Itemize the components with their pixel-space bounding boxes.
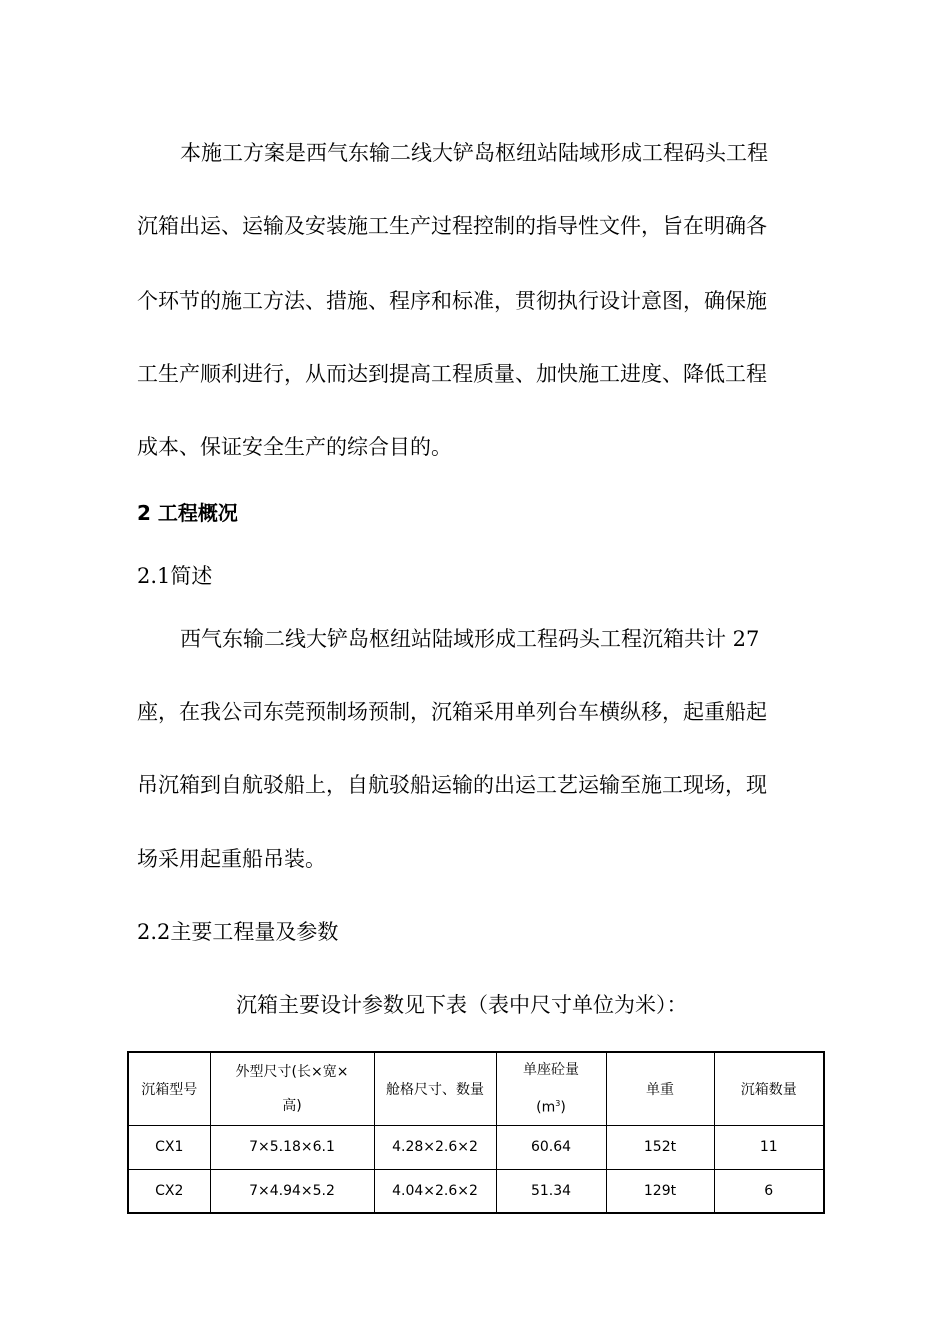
header-dimensions [210,1052,374,1125]
header-cell-size: 舱格尺寸、数量 [374,1052,496,1125]
cell-type: CX2 [128,1169,210,1213]
section-2-1-heading: 2.1简述 [137,564,213,588]
paragraph2-line: 座，在我公司东莞预制场预制，沉箱采用单列台车横纵移，起重船起 [137,700,767,724]
header-count: 沉箱数量 [714,1052,824,1125]
cell-count: 6 [714,1169,824,1213]
header-weight: 单重 [606,1052,714,1125]
volume-unit-open: (m [536,1099,556,1116]
volume-unit-close: ) [560,1099,566,1116]
paragraph1-line: 工生产顺利进行，从而达到提高工程质量、加快施工进度、降低工程 [137,362,767,386]
table-row [128,1125,824,1169]
header-volume-line1: 单座砼量 [523,1062,579,1078]
cell-weight: 152t [606,1125,714,1169]
cell-cell-size: 4.28×2.6×2 [374,1125,496,1169]
cell-volume: 60.64 [496,1125,606,1169]
cell-dimensions: 7×5.18×6.1 [210,1125,374,1169]
paragraph1-line: 沉箱出运、运输及安装施工生产过程控制的指导性文件，旨在明确各 [137,214,767,238]
paragraph1-line: 个环节的施工方法、措施、程序和标准，贯彻执行设计意图，确保施 [137,289,767,313]
cell-count: 11 [714,1125,824,1169]
header-dimensions-line1: 外型尺寸(长×宽× [235,1063,349,1080]
table-header-row [128,1052,824,1125]
header-volume-unit [497,1087,606,1125]
volume-unit-superscript: 3 [555,1099,561,1108]
cell-type: CX1 [128,1125,210,1169]
cell-weight: 129t [606,1169,714,1213]
paragraph1-line: 本施工方案是西气东输二线大铲岛枢纽站陆域形成工程码头工程 [180,141,768,165]
table-caption: 沉箱主要设计参数见下表（表中尺寸单位为米）： [236,993,688,1017]
cell-volume: 51.34 [496,1169,606,1213]
header-dimensions-line2: 高) [282,1097,302,1114]
paragraph2-line: 场采用起重船吊装。 [137,847,326,871]
paragraph1-line: 成本、保证安全生产的综合目的。 [137,435,452,459]
header-volume [496,1052,606,1125]
header-type: 沉箱型号 [128,1052,210,1125]
section-2-heading: 2 工程概况 [137,501,238,525]
paragraph2-line: 吊沉箱到自航驳船上，自航驳船运输的出运工艺运输至施工现场，现 [137,773,767,797]
paragraph2-line: 西气东输二线大铲岛枢纽站陆域形成工程码头工程沉箱共计 27 [180,627,760,651]
cell-cell-size: 4.04×2.6×2 [374,1169,496,1213]
section-2-2-heading: 2.2主要工程量及参数 [137,920,339,944]
cell-dimensions: 7×4.94×5.2 [210,1169,374,1213]
table-row [128,1169,824,1213]
caisson-parameters-table [127,1051,825,1214]
